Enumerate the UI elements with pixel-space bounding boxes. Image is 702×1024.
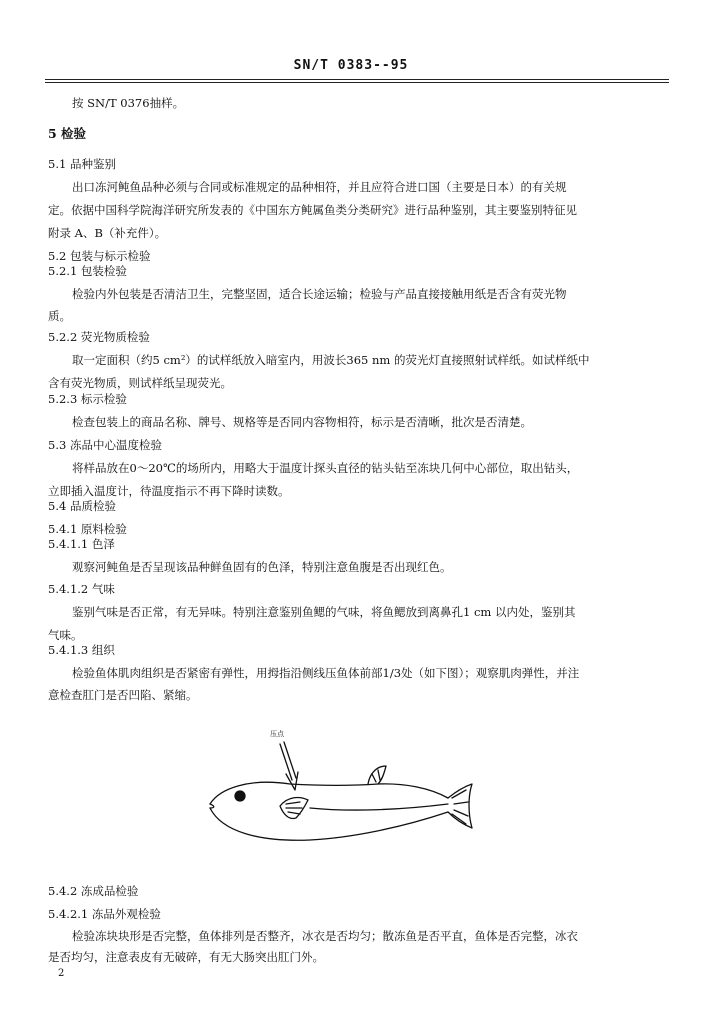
odor-text-2: 气味。 [48,628,83,642]
temperature-text-1: 将样品放在0～20℃的场所内，用略大于温度计探头直径的钻头钻至冻块几何中心部位，取出钻头， [72,461,579,475]
pufferfish-drawing [200,728,490,858]
press-point-label: 压点 [270,730,284,738]
page-number: 2 [58,968,65,979]
section-5-3-heading: 5.3 冻品中心温度检验 [48,438,162,452]
labeling-text: 检查包装上的商品名称、牌号、规格等是否同内容物相符，标示是否清晰，批次是否清楚。 [72,415,532,429]
standard-code-header: SN/T 0383--95 [293,58,409,73]
species-text-1: 出口冻河鲀鱼品种必须与合同或标准规定的品种相符，并且应符合进口国（主要是日本）的有关规 [72,180,567,194]
color-text: 观察河鲀鱼是否呈现该品种鲜鱼固有的色泽，特别注意鱼腹是否出现红色。 [72,560,452,574]
header-rule-second [45,82,669,83]
section-5-2-2-heading: 5.2.2 荧光物质检验 [48,330,150,344]
species-text-3: 附录 A、B（补充件）。 [48,226,167,240]
section-5-4-1-2-heading: 5.4.1.2 气味 [48,582,115,596]
header-rule [45,79,669,80]
section-5-2-1-heading: 5.2.1 包装检验 [48,264,127,278]
fluorescence-text-1: 取一定面积（约5 cm²）的试样纸放入暗室内，用波长365 nm 的荧光灯直接照射试样纸。如试样纸中 [72,353,590,367]
section-5-4-2-heading: 5.4.2 冻成品检验 [48,884,139,898]
section-5-4-2-1-heading: 5.4.2.1 冻品外观检验 [48,907,161,921]
species-text-2: 定。依据中国科学院海洋研究所发表的《中国东方鲀属鱼类分类研究》进行品种鉴别，其主要鉴别特征见 [48,203,577,217]
section-5-2-heading: 5.2 包装与标示检验 [48,249,151,263]
section-5-1-heading: 5.1 品种鉴别 [48,157,116,171]
section-5-4-1-heading: 5.4.1 原料检验 [48,522,127,536]
odor-text-1: 鉴别气味是否正常，有无异味。特别注意鉴别鱼鳃的气味，将鱼鳃放到离鼻孔1 cm 以内处，鉴别其 [72,605,576,619]
section-5-heading: 5 检验 [48,127,87,141]
texture-text-1: 检验鱼体肌肉组织是否紧密有弹性，用拇指沿侧线压鱼体前部1/3处（如下图）；观察肌肉弹性，并注 [72,666,580,680]
section-5-2-3-heading: 5.2.3 标示检验 [48,392,127,406]
section-5-4-1-1-heading: 5.4.1.1 色泽 [48,537,115,551]
section-5-4-heading: 5.4 品质检验 [48,499,116,513]
texture-text-2: 意检查肛门是否凹陷、紧缩。 [48,688,198,702]
pufferfish-figure [200,728,490,858]
sampling-text: 按 SN/T 0376抽样。 [72,96,185,110]
appearance-text-1: 检验冻块块形是否完整，鱼体排列是否整齐，冰衣是否均匀；散冻鱼是否平直，鱼体是否完整，冰衣 [72,929,578,943]
section-5-4-1-3-heading: 5.4.1.3 组织 [48,643,115,657]
appearance-text-2: 是否均匀，注意表皮有无破碎，有无大肠突出肛门外。 [48,950,324,964]
fluorescence-text-2: 含有荧光物质，则试样纸呈现荧光。 [48,376,232,390]
packaging-text-1: 检验内外包装是否清洁卫生，完整坚固，适合长途运输；检验与产品直接接触用纸是否含有荧光物 [72,287,567,301]
temperature-text-2: 立即插入温度计，待温度指示不再下降时读数。 [48,484,290,498]
packaging-text-2: 质。 [48,309,71,323]
